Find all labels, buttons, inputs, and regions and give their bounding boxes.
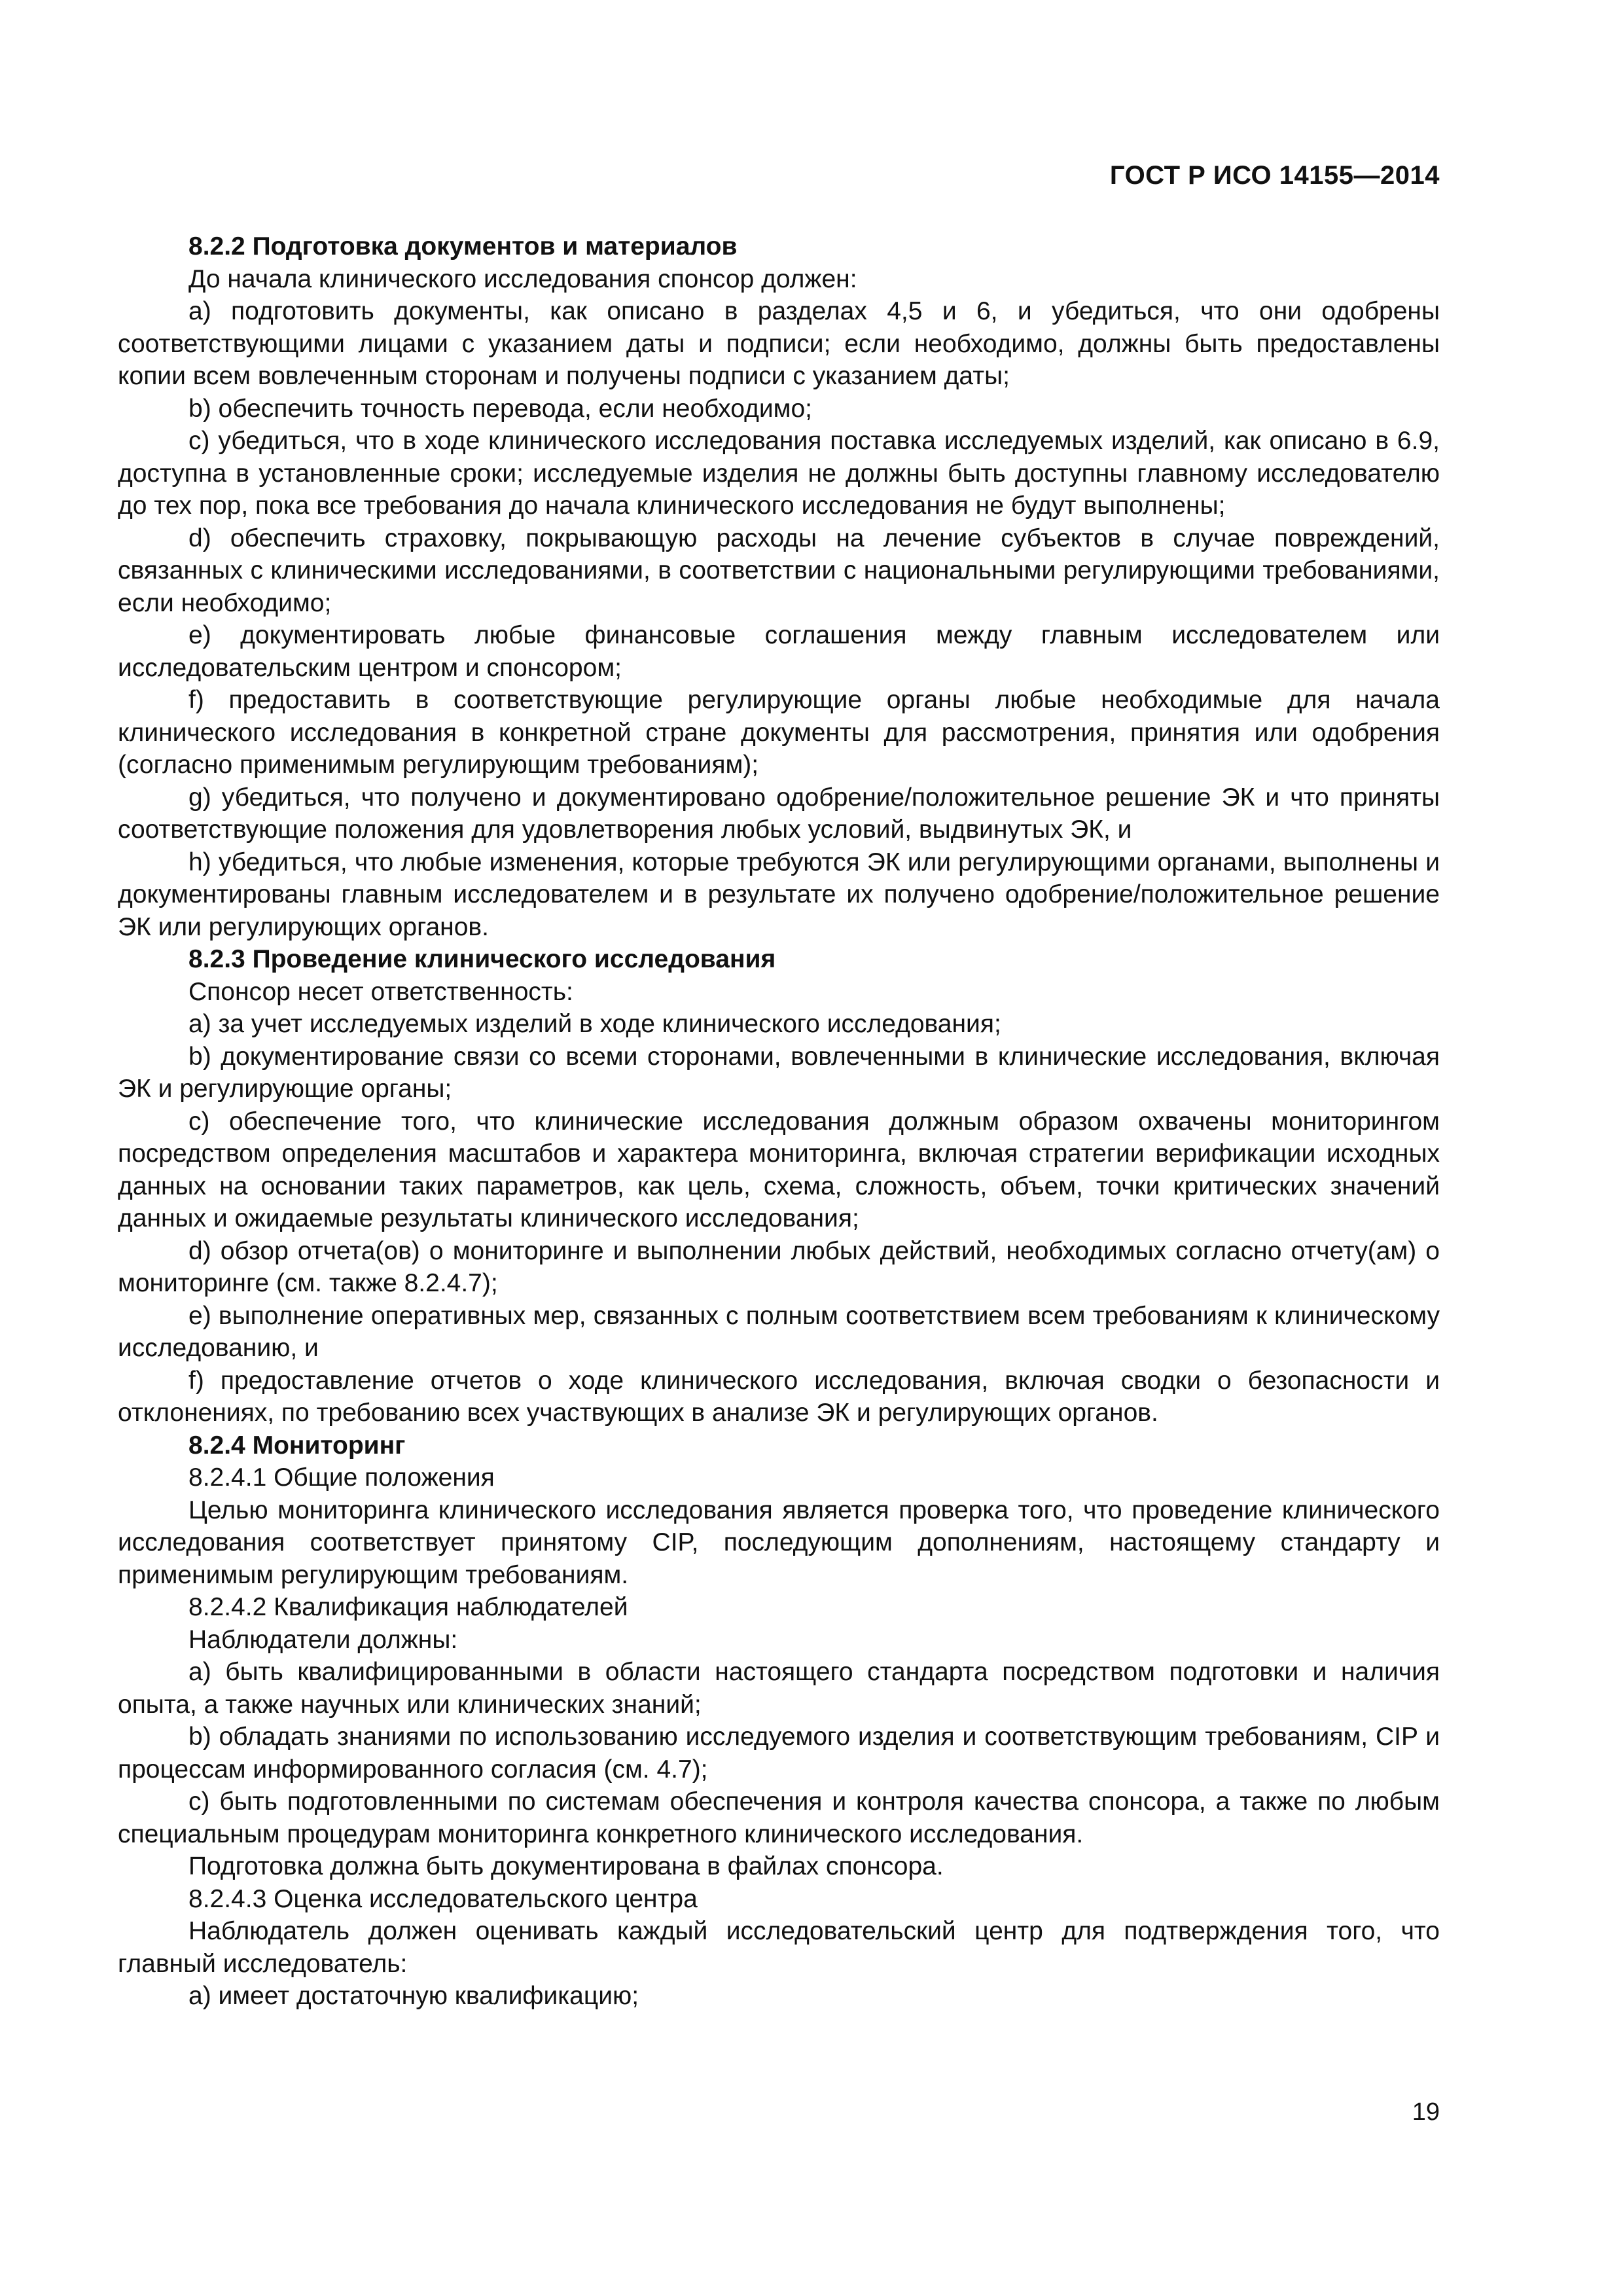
- paragraph: 8.2.4.1 Общие положения: [188, 1463, 495, 1492]
- paragraph: b) обеспечить точность перевода, если необходимо;: [188, 394, 812, 423]
- paragraph: b) обладать знаниями по использованию исследуемого изделия и соответствующим требованиям, CIP и процессам информированного согласия (см. 4.7);: [118, 1723, 1440, 1784]
- document-body: [118, 230, 1440, 2013]
- paragraph: c) обеспечение того, что клинические исследования должным образом охвачены мониторингом посредством определения масштабов и характера мониторинга, включая стратегии верификации исходных данных на основании таких параметров, как цель, схема, сложность, объем, точки критических значений данных и ожидаемые результаты клинического исследования;: [118, 1107, 1440, 1232]
- paragraph: g) убедиться, что получено и документировано одобрение/положительное решение ЭК и что приняты соответствующие положения для удовлетворения любых условий, выдвинутых ЭК, и: [118, 783, 1440, 844]
- paragraph: c) убедиться, что в ходе клинического исследования поставка исследуемых изделий, как описано в 6.9, доступна в установленные сроки; исследуемые изделия не должны быть доступны главному исследователю до тех пор, пока все требования до начала клинического исследования не будут выполнены;: [118, 427, 1440, 520]
- document-header: ГОСТ Р ИСО 14155—2014: [1109, 161, 1440, 190]
- paragraph: c) быть подготовленными по системам обеспечения и контроля качества спонсора, а также по любым специальным процедурам мониторинга конкретного клинического исследования.: [118, 1787, 1440, 1848]
- paragraph: f) предоставление отчетов о ходе клинического исследования, включая сводки о безопасности и отклонениях, по требованию всех участвующих в анализе ЭК и регулирующих органов.: [118, 1366, 1440, 1427]
- paragraph: 8.2.4.3 Оценка исследовательского центра: [188, 1884, 698, 1913]
- paragraph: d) обеспечить страховку, покрывающую расходы на лечение субъектов в случае повреждений, связанных с клиническими исследованиями, в соответствии с национальными регулирующими требованиями, если необходимо;: [118, 524, 1440, 617]
- paragraph: a) имеет достаточную квалификацию;: [188, 1982, 639, 2010]
- section-heading: 8.2.3 Проведение клинического исследования: [188, 945, 776, 973]
- paragraph: e) выполнение оперативных мер, связанных с полным соответствием всем требованиям к клиническому исследованию, и: [118, 1301, 1440, 1362]
- section-heading: 8.2.4 Мониторинг: [188, 1431, 406, 1460]
- paragraph: Наблюдатель должен оценивать каждый исследовательский центр для подтверждения того, что главный исследователь:: [118, 1917, 1440, 1978]
- paragraph: 8.2.4.2 Квалификация наблюдателей: [188, 1593, 628, 1621]
- paragraph: h) убедиться, что любые изменения, которые требуются ЭК или регулирующими органами, выполнены и документированы главным исследователем и в результате их получено одобрение/положительное решение ЭК или регулирующих органов.: [118, 848, 1440, 941]
- paragraph: Спонсор несет ответственность:: [188, 977, 573, 1006]
- paragraph: Целью мониторинга клинического исследования является проверка того, что проведение клинического исследования соответствует принятому CIP, последующим дополнениям, настоящему стандарту и применимым регулирующим требованиям.: [118, 1496, 1440, 1589]
- paragraph: a) подготовить документы, как описано в разделах 4,5 и 6, и убедиться, что они одобрены соответствующими лицами с указанием даты и подписи; если необходимо, должны быть предоставлены копии всем вовлеченным сторонам и получены подписи с указанием даты;: [118, 297, 1440, 390]
- paragraph: e) документировать любые финансовые соглашения между главным исследователем или исследовательским центром и спонсором;: [118, 621, 1440, 682]
- paragraph: a) быть квалифицированными в области настоящего стандарта посредством подготовки и наличия опыта, а также научных или клинических знаний;: [118, 1658, 1440, 1719]
- paragraph: Наблюдатели должны:: [188, 1625, 458, 1654]
- paragraph: d) обзор отчета(ов) о мониторинге и выполнении любых действий, необходимых согласно отчету(ам) о мониторинге (см. также 8.2.4.7);: [118, 1236, 1440, 1297]
- paragraph: a) за учет исследуемых изделий в ходе клинического исследования;: [188, 1010, 1001, 1038]
- page-number: 19: [1412, 2098, 1440, 2126]
- paragraph: b) документирование связи со всеми сторонами, вовлеченными в клинические исследования, включая ЭК и регулирующие органы;: [118, 1042, 1440, 1103]
- paragraph: До начала клинического исследования спонсор должен:: [188, 264, 857, 293]
- paragraph: f) предоставить в соответствующие регулирующие органы любые необходимые для начала клинического исследования в конкретной стране документы для рассмотрения, принятия или одобрения (согласно применимым регулирующим требованиям);: [118, 686, 1440, 779]
- section-heading: 8.2.2 Подготовка документов и материалов: [188, 232, 738, 260]
- paragraph: Подготовка должна быть документирована в файлах спонсора.: [188, 1852, 944, 1880]
